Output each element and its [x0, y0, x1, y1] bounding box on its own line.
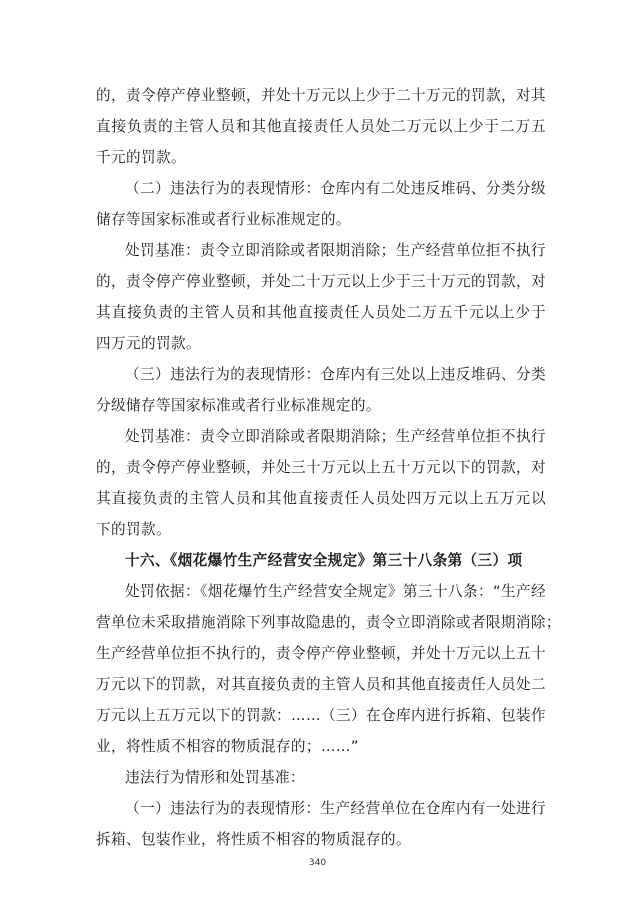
section-heading: 十六、《烟花爆竹生产经营安全规定》第三十八条第（三）项 [125, 552, 523, 569]
body-line-8: 其直接负责的主管人员和其他直接责任人员处二万五千元以上少于 [96, 304, 546, 321]
body-line-17: 处罚依据：《烟花爆竹生产经营安全规定》第三十八条：“生产经 [125, 583, 546, 600]
body-line-20: 万元以下的罚款，对其直接负责的主管人员和其他直接责任人员处二 [96, 676, 546, 693]
body-line-1: 的，责令停产停业整顿，并处十万元以上少于二十万元的罚款，对其 [96, 87, 546, 104]
body-line-7: 的，责令停产停业整顿，并处二十万元以上少于三十万元的罚款，对 [96, 273, 546, 290]
page-number: 340 [308, 858, 327, 868]
body-line-19: 生产经营单位拒不执行的，责令停产停业整顿，并处十万元以上五十 [96, 645, 546, 662]
body-line-23: 违法行为情形和处罚基准： [125, 769, 305, 786]
body-line-6: 处罚基准：责令立即消除或者限期消除；生产经营单位拒不执行 [125, 242, 546, 259]
body-line-3: 千元的罚款。 [96, 149, 186, 166]
body-line-9: 四万元的罚款。 [96, 335, 201, 352]
body-line-22: 业，将性质不相容的物质混存的；……” [96, 738, 359, 755]
body-line-21: 万元以上五万元以下的罚款：……（三）在仓库内进行拆箱、包装作 [96, 707, 546, 724]
body-line-5: 储存等国家标准或者行业标准规定的。 [96, 211, 351, 228]
body-line-4: （二）违法行为的表现情形：仓库内有二处违反堆码、分类分级 [125, 180, 546, 197]
body-line-12: 处罚基准：责令立即消除或者限期消除；生产经营单位拒不执行 [125, 428, 546, 445]
body-line-2: 直接负责的主管人员和其他直接责任人员处二万元以上少于二万五 [96, 118, 546, 135]
body-line-15: 下的罚款。 [96, 521, 171, 538]
body-line-25: 拆箱、包装作业，将性质不相容的物质混存的。 [96, 831, 411, 848]
body-line-10: （三）违法行为的表现情形：仓库内有三处以上违反堆码、分类 [125, 366, 546, 383]
body-line-14: 其直接负责的主管人员和其他直接责任人员处四万元以上五万元以 [96, 490, 546, 507]
body-line-18: 营单位未采取措施消除下列事故隐患的，责令立即消除或者限期消除； [96, 614, 561, 631]
body-line-24: （一）违法行为的表现情形：生产经营单位在仓库内有一处进行 [125, 800, 546, 817]
body-line-13: 的，责令停产停业整顿，并处三十万元以上五十万元以下的罚款，对 [96, 459, 546, 476]
body-line-11: 分级储存等国家标准或者行业标准规定的。 [96, 397, 381, 414]
